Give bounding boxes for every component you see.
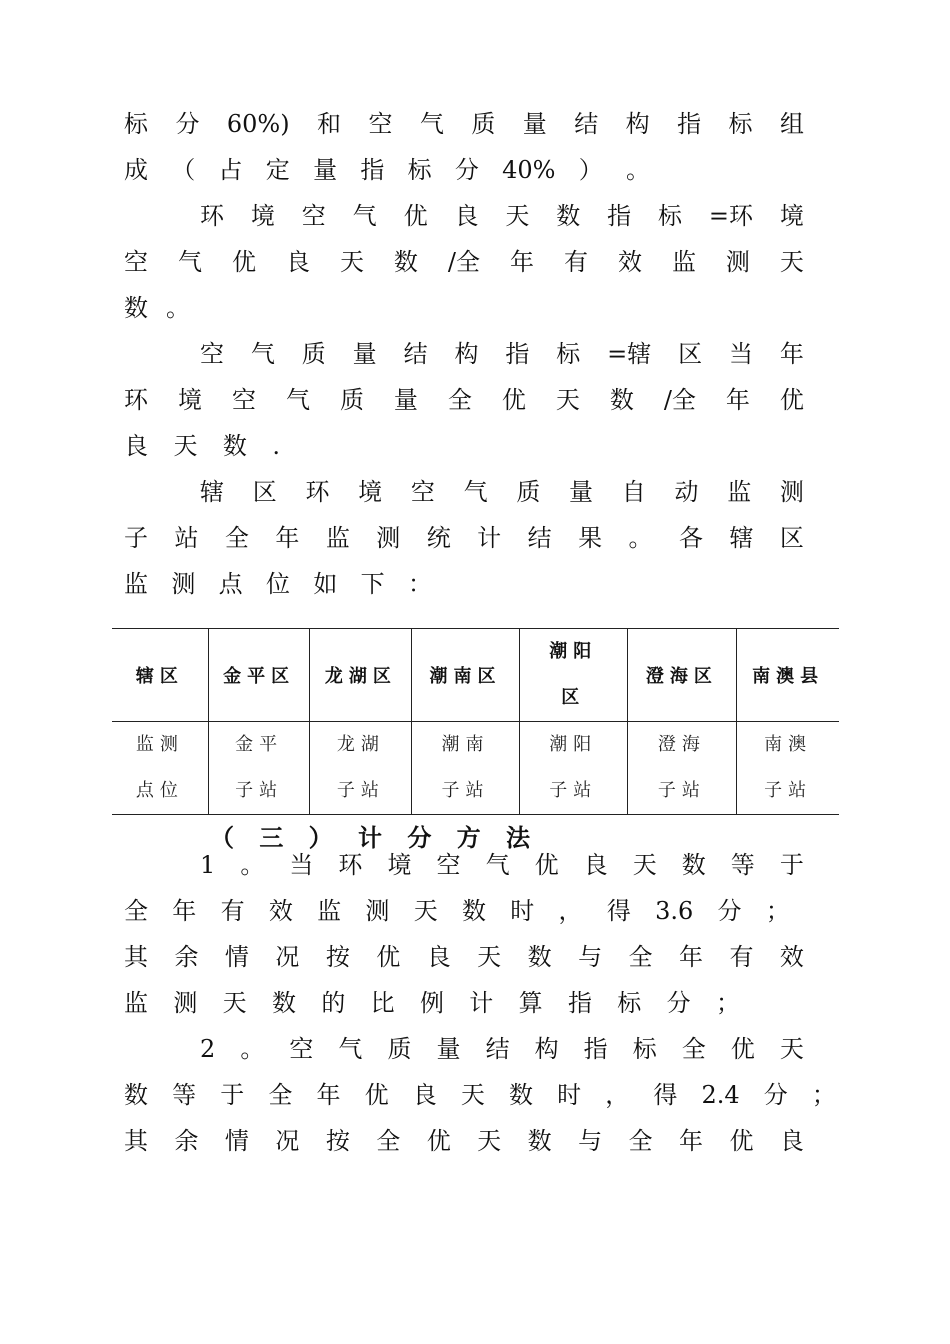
rule-glyph: 全 bbox=[124, 897, 148, 925]
paragraph-line bbox=[124, 288, 190, 328]
rule-glyph: 年 bbox=[678, 943, 703, 971]
paragraph-glyph: 。 bbox=[628, 524, 653, 552]
table-row bbox=[112, 722, 839, 815]
rule-line bbox=[124, 1075, 836, 1115]
rule-glyph: 全 bbox=[268, 1081, 293, 1109]
paragraph-glyph: 站 bbox=[174, 524, 199, 552]
paragraph-glyph: 分 bbox=[454, 156, 479, 184]
paragraph-glyph: 标 bbox=[728, 110, 753, 138]
paragraph-glyph: 标 bbox=[658, 202, 683, 230]
paragraph-glyph: 量 bbox=[313, 156, 338, 184]
rule-glyph: 2 bbox=[200, 1035, 216, 1063]
paragraph-glyph: =环 bbox=[708, 202, 754, 230]
paragraph-glyph: 天 bbox=[173, 432, 198, 460]
rule-glyph: 等 bbox=[172, 1081, 197, 1109]
rule-glyph: 与 bbox=[578, 943, 603, 971]
table-cell-text: 澄海子站 bbox=[657, 734, 706, 801]
paragraph-glyph: 区 bbox=[779, 524, 804, 552]
rule-glyph: 的 bbox=[321, 989, 346, 1017]
rule-glyph: 效 bbox=[779, 943, 804, 971]
paragraph-glyph: 成 bbox=[124, 156, 148, 184]
section-title-glyph: 方 bbox=[456, 823, 481, 852]
paragraph-glyph: 空 bbox=[410, 478, 435, 506]
paragraph-glyph: 境 bbox=[779, 202, 804, 230]
paragraph-glyph: /全 bbox=[663, 386, 696, 414]
paragraph-glyph: 指 bbox=[360, 156, 385, 184]
paragraph-glyph: 年 bbox=[509, 248, 534, 276]
rule-glyph: 监 bbox=[124, 989, 148, 1017]
paragraph-glyph: 结 bbox=[403, 340, 428, 368]
paragraph-line bbox=[200, 334, 804, 374]
rule-glyph: 良 bbox=[779, 1127, 804, 1155]
rule-glyph: 2.4 bbox=[701, 1081, 740, 1109]
paragraph-line bbox=[200, 196, 804, 236]
paragraph-glyph: 气 bbox=[285, 386, 310, 414]
paragraph-glyph: 辖 bbox=[729, 524, 754, 552]
rule-glyph: 情 bbox=[224, 943, 249, 971]
rule-glyph: ； bbox=[715, 989, 740, 1017]
paragraph-line bbox=[200, 472, 804, 512]
rule-glyph: 空 bbox=[289, 1035, 314, 1063]
rule-line bbox=[124, 1121, 804, 1161]
paragraph-glyph: 效 bbox=[617, 248, 642, 276]
rule-glyph: 余 bbox=[174, 943, 199, 971]
monitoring-sites-table bbox=[112, 628, 839, 815]
rule-glyph: 数 bbox=[681, 851, 706, 879]
rule-glyph: 构 bbox=[534, 1035, 559, 1063]
rule-glyph: 余 bbox=[174, 1127, 199, 1155]
paragraph-glyph: 如 bbox=[313, 570, 338, 598]
rule-glyph: 天 bbox=[413, 897, 438, 925]
paragraph-glyph: 60%) bbox=[226, 110, 290, 138]
paragraph-glyph: 区 bbox=[252, 478, 277, 506]
paragraph-glyph: 全 bbox=[447, 386, 472, 414]
paragraph-glyph: 构 bbox=[625, 110, 650, 138]
paragraph-glyph: 各 bbox=[678, 524, 703, 552]
rule-glyph: 与 bbox=[578, 1127, 603, 1155]
paragraph-glyph: 统 bbox=[426, 524, 451, 552]
rule-glyph: 天 bbox=[222, 989, 247, 1017]
paragraph-glyph: ： bbox=[407, 570, 432, 598]
rule-glyph: 有 bbox=[729, 943, 754, 971]
paragraph-glyph: 结 bbox=[574, 110, 599, 138]
paragraph-glyph: 分 bbox=[175, 110, 200, 138]
paragraph-glyph: 测 bbox=[779, 478, 804, 506]
rule-glyph: 于 bbox=[220, 1081, 245, 1109]
rule-glyph: 优 bbox=[729, 1127, 754, 1155]
paragraph-glyph: 指 bbox=[505, 340, 530, 368]
rule-glyph: 结 bbox=[485, 1035, 510, 1063]
section-title-glyph: 三 bbox=[259, 823, 284, 852]
rule-glyph: 气 bbox=[338, 1035, 363, 1063]
paragraph-line bbox=[124, 518, 804, 558]
paragraph-glyph: 气 bbox=[352, 202, 377, 230]
paragraph-glyph: 结 bbox=[527, 524, 552, 552]
rule-glyph: 气 bbox=[485, 851, 510, 879]
rule-glyph: 得 bbox=[653, 1081, 678, 1109]
paragraph-glyph: 量 bbox=[393, 386, 418, 414]
paragraph-line bbox=[124, 150, 650, 190]
rule-glyph: 优 bbox=[534, 851, 559, 879]
paragraph-glyph: 标 bbox=[124, 110, 148, 138]
table-cell-text: 潮阳子站 bbox=[549, 734, 598, 801]
rule-glyph: 况 bbox=[275, 943, 300, 971]
paragraph-glyph: 。 bbox=[166, 294, 190, 322]
rule-glyph: 指 bbox=[583, 1035, 608, 1063]
rule-glyph: 良 bbox=[412, 1081, 437, 1109]
section-title bbox=[210, 818, 530, 858]
rule-glyph: 全 bbox=[681, 1035, 706, 1063]
paragraph-glyph: 点 bbox=[218, 570, 243, 598]
paragraph-glyph: 数 bbox=[124, 294, 148, 322]
rule-glyph: 年 bbox=[316, 1081, 341, 1109]
paragraph-glyph: 境 bbox=[177, 386, 202, 414]
paragraph-glyph: 下 bbox=[360, 570, 385, 598]
paragraph-glyph: 年 bbox=[275, 524, 300, 552]
paragraph-line bbox=[124, 242, 804, 282]
rule-glyph: 良 bbox=[583, 851, 608, 879]
paragraph-glyph: 良 bbox=[454, 202, 479, 230]
rule-glyph: 计 bbox=[469, 989, 494, 1017]
rule-glyph: 监 bbox=[317, 897, 342, 925]
paragraph-glyph: 标 bbox=[407, 156, 432, 184]
rule-glyph: 天 bbox=[477, 943, 502, 971]
rule-glyph: 分 bbox=[666, 989, 691, 1017]
rule-glyph: 天 bbox=[460, 1081, 485, 1109]
table-cell-text: 监测点位 bbox=[135, 734, 184, 801]
paragraph-glyph: 计 bbox=[477, 524, 502, 552]
table-cell bbox=[519, 722, 627, 815]
paragraph-glyph: /全 bbox=[447, 248, 480, 276]
table-cell bbox=[208, 722, 310, 815]
rule-glyph: 测 bbox=[173, 989, 198, 1017]
rule-line bbox=[124, 983, 740, 1023]
rule-glyph: 数 bbox=[509, 1081, 533, 1109]
paragraph-glyph: 环 bbox=[124, 386, 148, 414]
rule-glyph: 时 bbox=[557, 1081, 582, 1109]
paragraph-glyph: 质 bbox=[301, 340, 326, 368]
table-cell bbox=[112, 722, 208, 815]
rule-glyph: 空 bbox=[436, 851, 461, 879]
rule-glyph: 境 bbox=[387, 851, 412, 879]
header-cell bbox=[519, 629, 627, 722]
rule-glyph: 1 bbox=[200, 851, 216, 879]
paragraph-glyph: 质 bbox=[516, 478, 541, 506]
section-title-glyph: 计 bbox=[357, 823, 382, 852]
paragraph-glyph: 良 bbox=[285, 248, 310, 276]
paragraph-glyph: （ bbox=[171, 156, 196, 184]
paragraph-glyph: 标 bbox=[556, 340, 581, 368]
rule-glyph: 分 bbox=[717, 897, 742, 925]
paragraph-glyph: 优 bbox=[501, 386, 526, 414]
rule-glyph: 其 bbox=[124, 1127, 148, 1155]
paragraph-line bbox=[124, 104, 804, 144]
rule-glyph: 按 bbox=[325, 1127, 350, 1155]
rule-glyph: ； bbox=[765, 897, 790, 925]
rule-glyph: ， bbox=[605, 1081, 630, 1109]
rule-glyph: 。 bbox=[240, 851, 265, 879]
rule-glyph: 年 bbox=[172, 897, 197, 925]
paragraph-glyph: 空 bbox=[368, 110, 393, 138]
paragraph-glyph: 测 bbox=[376, 524, 401, 552]
paragraph-glyph: 量 bbox=[522, 110, 547, 138]
rule-glyph: 情 bbox=[224, 1127, 249, 1155]
paragraph-glyph: 区 bbox=[678, 340, 703, 368]
paragraph-glyph: 质 bbox=[471, 110, 496, 138]
paragraph-line bbox=[124, 426, 280, 466]
rule-glyph: 全 bbox=[628, 1127, 653, 1155]
rule-glyph: 数 bbox=[124, 1081, 148, 1109]
paragraph-glyph: 气 bbox=[419, 110, 444, 138]
paragraph-glyph: 辖 bbox=[200, 478, 224, 506]
paragraph-glyph: 年 bbox=[725, 386, 750, 414]
rule-glyph: 标 bbox=[617, 989, 642, 1017]
paragraph-glyph: 和 bbox=[317, 110, 342, 138]
rule-glyph: 指 bbox=[567, 989, 592, 1017]
table-cell bbox=[310, 722, 412, 815]
table-cell-text: 龙湖子站 bbox=[336, 734, 385, 801]
table-header-row bbox=[112, 629, 839, 722]
paragraph-glyph: 空 bbox=[301, 202, 326, 230]
paragraph-glyph: 40% bbox=[502, 156, 556, 184]
rule-line bbox=[124, 937, 804, 977]
paragraph-glyph: 气 bbox=[463, 478, 488, 506]
rule-glyph: 按 bbox=[325, 943, 350, 971]
paragraph-glyph: 良 bbox=[124, 432, 148, 460]
rule-glyph: 质 bbox=[387, 1035, 412, 1063]
paragraph-glyph: 优 bbox=[231, 248, 256, 276]
rule-glyph: 于 bbox=[779, 851, 804, 879]
paragraph-glyph: 空 bbox=[124, 248, 148, 276]
paragraph-glyph: 气 bbox=[250, 340, 275, 368]
paragraph-glyph: 数 bbox=[222, 432, 247, 460]
paragraph-glyph: 指 bbox=[677, 110, 702, 138]
rule-glyph: 优 bbox=[364, 1081, 389, 1109]
paragraph-line bbox=[124, 380, 804, 420]
paragraph-glyph: 空 bbox=[231, 386, 256, 414]
header-cell: 南澳县 bbox=[737, 629, 839, 722]
rule-glyph: 等 bbox=[730, 851, 755, 879]
rule-glyph: 3.6 bbox=[655, 897, 694, 925]
paragraph-glyph: 指 bbox=[607, 202, 632, 230]
paragraph-glyph: 位 bbox=[265, 570, 290, 598]
paragraph-line bbox=[124, 564, 432, 604]
rule-glyph: 测 bbox=[365, 897, 390, 925]
rule-glyph: 数 bbox=[527, 1127, 552, 1155]
rule-glyph: 标 bbox=[632, 1035, 657, 1063]
paragraph-glyph: 境 bbox=[250, 202, 275, 230]
paragraph-glyph: ） bbox=[578, 156, 603, 184]
rule-glyph: 分 bbox=[763, 1081, 788, 1109]
rule-glyph: 天 bbox=[779, 1035, 804, 1063]
rule-glyph: 全 bbox=[628, 943, 653, 971]
header-cell: 澄海区 bbox=[627, 629, 737, 722]
paragraph-glyph: . bbox=[272, 432, 280, 460]
paragraph-glyph: 天 bbox=[555, 386, 580, 414]
rule-glyph: 时 bbox=[510, 897, 535, 925]
rule-glyph: 。 bbox=[240, 1035, 265, 1063]
paragraph-glyph: 全 bbox=[224, 524, 249, 552]
section-title-glyph: ） bbox=[308, 823, 333, 852]
table-cell bbox=[627, 722, 737, 815]
rule-glyph: 例 bbox=[419, 989, 444, 1017]
paragraph-glyph: 环 bbox=[200, 202, 224, 230]
rule-glyph: 优 bbox=[426, 1127, 451, 1155]
paragraph-glyph: 数 bbox=[556, 202, 581, 230]
paragraph-glyph: 天 bbox=[505, 202, 530, 230]
rule-line bbox=[124, 891, 790, 931]
paragraph-glyph: 测 bbox=[725, 248, 750, 276]
paragraph-glyph: 当 bbox=[729, 340, 754, 368]
paragraph-glyph: 数 bbox=[393, 248, 418, 276]
paragraph-glyph: 测 bbox=[171, 570, 196, 598]
table-cell-text: 南澳子站 bbox=[764, 734, 813, 801]
paragraph-glyph: 监 bbox=[727, 478, 752, 506]
table-cell bbox=[737, 722, 839, 815]
paragraph-glyph: 质 bbox=[339, 386, 364, 414]
paragraph-glyph: 果 bbox=[578, 524, 603, 552]
paragraph-glyph: 天 bbox=[779, 248, 804, 276]
header-cell: 潮南区 bbox=[412, 629, 520, 722]
rule-glyph: 比 bbox=[370, 989, 395, 1017]
rule-line bbox=[200, 1029, 804, 1069]
table-cell-text: 潮南子站 bbox=[441, 734, 490, 801]
paragraph-glyph: 子 bbox=[124, 524, 148, 552]
rule-glyph: 数 bbox=[461, 897, 486, 925]
rule-glyph: 当 bbox=[289, 851, 314, 879]
paragraph-glyph: 自 bbox=[621, 478, 646, 506]
paragraph-glyph: 监 bbox=[325, 524, 350, 552]
paragraph-glyph: 占 bbox=[218, 156, 243, 184]
paragraph-glyph: 。 bbox=[626, 156, 650, 184]
paragraph-glyph: 监 bbox=[124, 570, 148, 598]
rule-glyph: 数 bbox=[527, 943, 552, 971]
paragraph-glyph: 年 bbox=[779, 340, 804, 368]
rule-glyph: 良 bbox=[426, 943, 451, 971]
rule-glyph: 天 bbox=[632, 851, 657, 879]
rule-glyph: 天 bbox=[477, 1127, 502, 1155]
paragraph-glyph: 有 bbox=[563, 248, 588, 276]
paragraph-glyph: 组 bbox=[779, 110, 804, 138]
table-cell bbox=[412, 722, 520, 815]
rule-glyph: 量 bbox=[436, 1035, 461, 1063]
paragraph-glyph: 定 bbox=[265, 156, 290, 184]
rule-glyph: 况 bbox=[275, 1127, 300, 1155]
paragraph-glyph: 空 bbox=[200, 340, 224, 368]
header-cell: 金平区 bbox=[208, 629, 310, 722]
header-cell-text: 潮阳区 bbox=[549, 641, 598, 708]
paragraph-glyph: 气 bbox=[177, 248, 202, 276]
paragraph-glyph: 环 bbox=[305, 478, 330, 506]
rule-glyph: 环 bbox=[338, 851, 363, 879]
paragraph-glyph: 构 bbox=[454, 340, 479, 368]
table-cell-text: 金平子站 bbox=[235, 734, 284, 801]
paragraph-glyph: =辖 bbox=[607, 340, 652, 368]
paragraph-glyph: 量 bbox=[352, 340, 377, 368]
rule-glyph: 算 bbox=[518, 989, 543, 1017]
paragraph-glyph: 优 bbox=[403, 202, 428, 230]
paragraph-glyph: 量 bbox=[569, 478, 594, 506]
rule-glyph: 得 bbox=[606, 897, 631, 925]
header-cell: 辖区 bbox=[112, 629, 208, 722]
rule-glyph: 优 bbox=[376, 943, 401, 971]
rule-glyph: 优 bbox=[730, 1035, 755, 1063]
paragraph-glyph: 监 bbox=[671, 248, 696, 276]
rule-glyph: ， bbox=[558, 897, 583, 925]
header-cell: 龙湖区 bbox=[310, 629, 412, 722]
rule-glyph: 年 bbox=[678, 1127, 703, 1155]
paragraph-glyph: 优 bbox=[779, 386, 804, 414]
rule-glyph: 有 bbox=[220, 897, 245, 925]
section-title-glyph: 分 bbox=[407, 823, 432, 852]
paragraph-glyph: 境 bbox=[358, 478, 383, 506]
rule-glyph: 效 bbox=[268, 897, 293, 925]
section-title-glyph: 法 bbox=[505, 823, 530, 852]
rule-glyph: ； bbox=[811, 1081, 836, 1109]
paragraph-glyph: 动 bbox=[674, 478, 699, 506]
rule-glyph: 数 bbox=[271, 989, 296, 1017]
section-title-glyph: （ bbox=[210, 823, 234, 852]
rule-glyph: 其 bbox=[124, 943, 148, 971]
rule-glyph: 全 bbox=[376, 1127, 401, 1155]
paragraph-glyph: 天 bbox=[339, 248, 364, 276]
paragraph-glyph: 数 bbox=[609, 386, 634, 414]
